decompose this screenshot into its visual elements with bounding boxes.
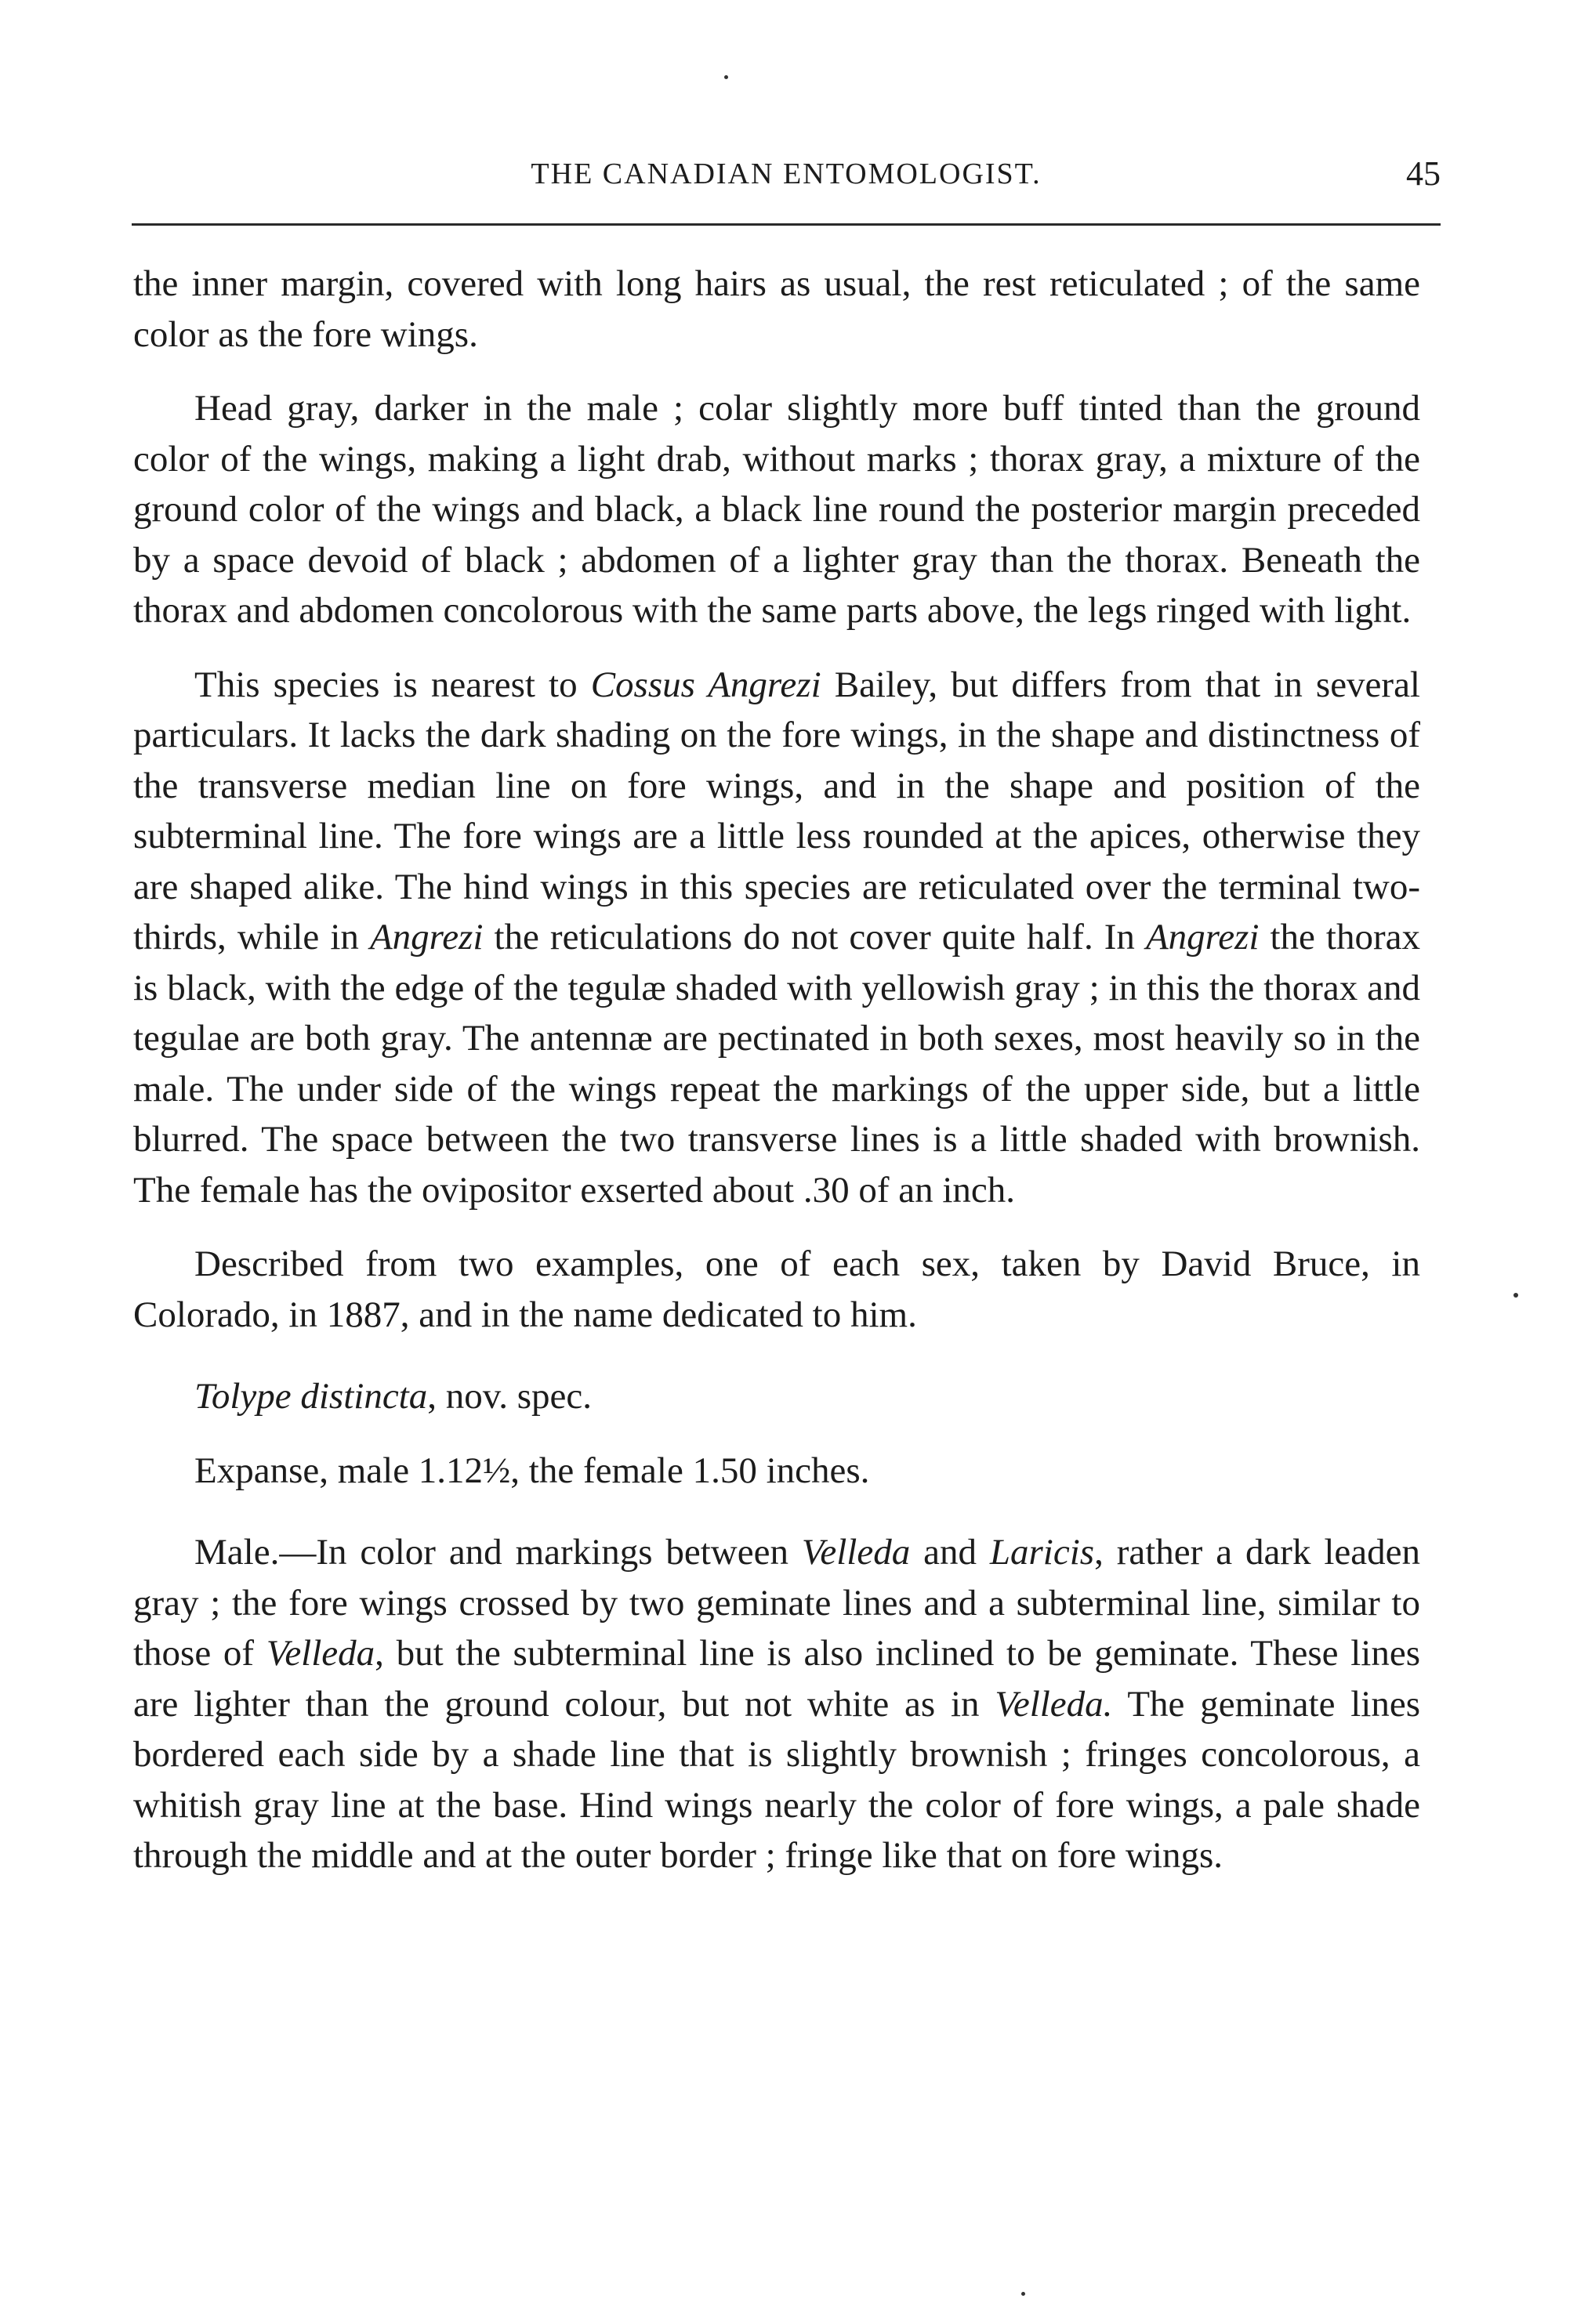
paragraph-continuation: the inner margin, covered with long hairs as usual, the rest reticulated ; of the same color as the fore wings.	[133, 263, 1420, 355]
ink-speck-top	[724, 75, 728, 79]
text-run: the thorax is black, with the edge of the tegulæ shaded with yellowish gray ; in this the thorax and tegulae are both gray. The antennæ are pectinated in both sexes, most heavily so in the male. The under side of the wings repeat the markings of the upper side, but a little blurred. The space between the two transverse lines is a little shaded with brownish. The female has the ovipositor exserted about .30 of an inch.	[133, 917, 1420, 1211]
text-run: The geminate lines bordered each side by a shade line that is slightly brownish ; fringes concolorous, a whitish gray line at the base. Hind wings nearly the color of fore wings, a pale shade through the middle and at the outer border ; fringe like that on fore wings.	[133, 1683, 1421, 1876]
species-name-italic: Laricis	[989, 1532, 1095, 1573]
body-text	[133, 259, 1420, 1881]
paragraph-expanse: Expanse, male 1.12½, the female 1.50 inches.	[194, 1450, 870, 1491]
text-run: , rather a dark leaden gray ; the fore wings crossed by two geminate lines and a subterminal line, similar to those of	[133, 1532, 1420, 1674]
ink-speck-right	[1513, 1293, 1518, 1298]
species-name-italic: Velleda	[801, 1532, 911, 1573]
text-run: the reticulations do not cover quite half. In	[483, 917, 1146, 957]
text-run: and	[910, 1532, 990, 1573]
paragraph-male-description	[133, 1527, 1420, 1881]
running-title: THE CANADIAN ENTOMOLOGIST.	[531, 157, 1042, 190]
page-number: 45	[1406, 154, 1441, 193]
text-run: , but the subterminal line is also inclined to be geminate. These lines are lighter than the ground colour, but not white as in	[133, 1633, 1420, 1725]
paragraph-head-description: Head gray, darker in the male ; colar slightly more buff tinted than the ground color of the wings, making a light drab, without marks ; thorax gray, a mixture of the ground color of the wings and black, a black line round the posterior margin preceded by a space devoid of black ; abdomen of a lighter gray than the thorax. Beneath the thorax and abdomen concolorous with the same parts above, the legs ringed with light.	[133, 388, 1420, 631]
paragraph-comparison	[133, 660, 1420, 1216]
species-heading-suffix: , nov. spec.	[427, 1376, 592, 1417]
text-run: Bailey, but differs from that in several particulars. It lacks the dark shading on the fore wings, in the shape and distinctness of the transverse median line on fore wings, and in the shape and position of the subterminal line. The fore wings are a little less rounded at the apices, otherwise they are shaped alike. The hind wings in this species are reticulated over the terminal two-thirds, while in	[133, 664, 1420, 957]
ink-speck-bottom	[1021, 2292, 1025, 2296]
species-name-italic: Angrezi	[369, 917, 484, 957]
text-run: Male.—In color and markings between	[194, 1532, 802, 1573]
running-head	[132, 150, 1441, 197]
paragraph-description-source: Described from two examples, one of each sex, taken by David Bruce, in Colorado, in 1887, and in the name dedicated to him.	[133, 1243, 1420, 1335]
header-rule	[132, 223, 1441, 226]
species-name-italic: Angrezi	[1145, 917, 1260, 957]
species-name-italic: Velleda.	[995, 1683, 1113, 1725]
species-heading-name: Tolype distincta	[194, 1376, 428, 1417]
text-run: This species is nearest to	[194, 664, 591, 705]
species-heading	[133, 1371, 1420, 1422]
species-name-italic: Cossus Angrezi	[590, 664, 821, 705]
species-name-italic: Velleda	[266, 1633, 375, 1674]
